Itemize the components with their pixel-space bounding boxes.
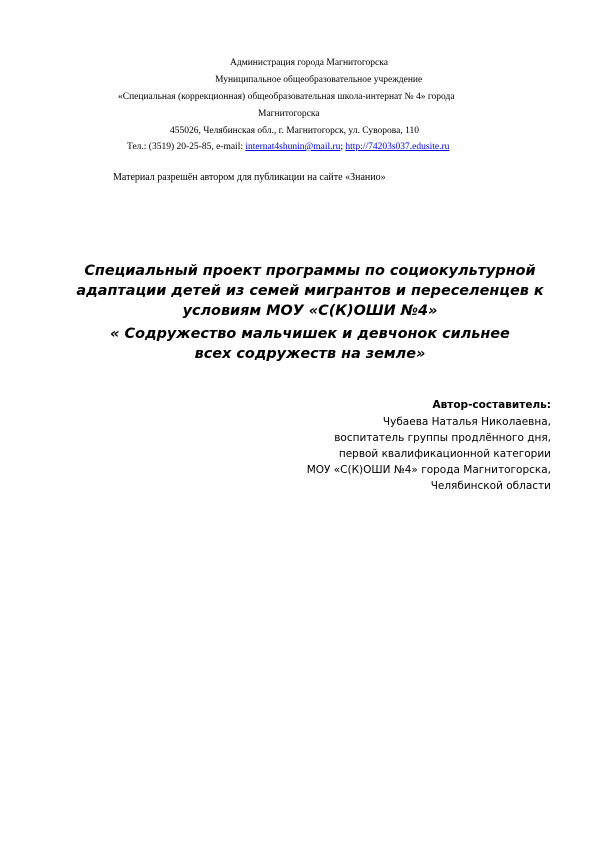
header-administration: Администрация города Магнитогорска — [230, 58, 388, 68]
website-link[interactable]: http://74203s037.edusite.ru — [345, 142, 450, 152]
header-city: Магнитогорска — [258, 109, 320, 119]
header-address: 455026, Челябинская обл., г. Магнитогорск, ул. Суворова, 110 — [170, 126, 420, 136]
header-contacts — [127, 141, 449, 154]
author-name: Чубаева Наталья Николаевна, — [382, 416, 551, 428]
contact-separator: ; — [340, 142, 346, 152]
title-line-4: « Содружество мальчишек и девчонок сильнее — [110, 326, 510, 342]
author-school: МОУ «С(К)ОШИ №4» города Магнитогорска, — [306, 464, 551, 476]
header-institution-type: Муниципальное общеобразовательное учреждение — [215, 75, 423, 85]
author-region: Челябинской области — [430, 480, 551, 492]
email-link[interactable]: internat4shunin@mail.ru — [245, 142, 341, 152]
author-heading: Автор-составитель: — [432, 399, 551, 411]
title-line-2: адаптации детей из семей мигрантов и переселенцев к — [76, 283, 544, 299]
title-line-3: условиям МОУ «С(К)ОШИ №4» — [182, 303, 438, 319]
author-position: воспитатель группы продлённого дня, — [334, 432, 551, 444]
title-line-5: всех содружеств на земле» — [194, 346, 426, 362]
header-school-name: «Специальная (коррекционная) общеобразовательная школа-интернат № 4» города — [118, 92, 455, 102]
title-line-1: Специальный проект программы по социокультурной — [84, 263, 536, 279]
publication-note: Материал разрешён автором для публикации на сайте «Знанио» — [113, 172, 386, 183]
contact-phone-label: Тел.: (3519) 20-25-85, e-mail: — [127, 142, 246, 152]
author-category: первой квалификационной категории — [338, 448, 551, 460]
